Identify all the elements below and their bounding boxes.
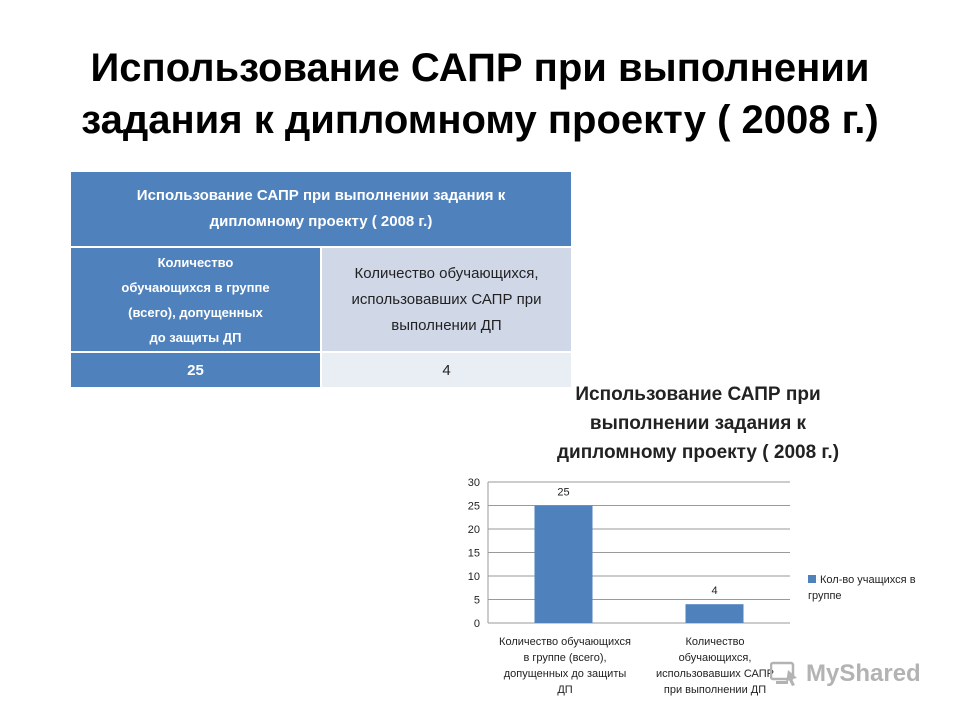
legend-label-line2: группе xyxy=(808,590,842,602)
y-tick-label: 0 xyxy=(473,618,480,630)
table-cell-total: 25 xyxy=(71,352,321,387)
table-cell-used: 4 xyxy=(321,352,571,387)
category-label-line: ДП xyxy=(557,684,573,696)
chart-title-line: Использование САПР при xyxy=(575,384,821,405)
table-caption-line2: дипломному проекту ( 2008 г.) xyxy=(209,213,433,230)
y-tick-label: 25 xyxy=(467,500,480,513)
category-label-line: в группе (всего), xyxy=(523,652,607,664)
category-label-line: при выполнении ДП xyxy=(663,684,767,696)
header-right-line: использовавших САПР при xyxy=(351,290,542,308)
chart-legend xyxy=(808,572,928,604)
y-tick-label: 20 xyxy=(467,524,480,536)
header-right-line: Количество обучающихся, xyxy=(354,264,539,282)
legend-label-line1: Кол-во учащихся в xyxy=(820,574,916,586)
category-label-2 xyxy=(640,634,790,698)
slide-title-line1: Использование САПР при выполнении xyxy=(90,46,870,90)
watermark xyxy=(770,656,921,692)
data-label: 25 xyxy=(557,486,570,499)
bar xyxy=(686,604,744,623)
header-right-line: выполнении ДП xyxy=(391,316,502,334)
y-tick-label: 5 xyxy=(473,594,480,607)
y-tick-label: 10 xyxy=(467,571,480,583)
legend-swatch xyxy=(808,575,816,583)
category-label-line: Количество обучающихся xyxy=(499,636,631,648)
category-label-line: обучающихся, xyxy=(678,652,752,664)
chart-title-line: дипломному проекту ( 2008 г.) xyxy=(556,442,840,463)
header-left-line: (всего), допущенных xyxy=(128,304,263,320)
watermark-text: MyShared xyxy=(806,660,921,687)
header-left-line: до защиты ДП xyxy=(149,329,242,345)
category-label-line: Количество xyxy=(685,636,745,648)
y-tick-label: 15 xyxy=(467,547,480,560)
slide-title-line2: задания к дипломному проекту ( 2008 г.) xyxy=(81,98,879,142)
header-left-line: Количество xyxy=(157,254,234,270)
header-left-line: обучающихся в группе xyxy=(121,279,270,295)
table-caption-line1: Использование САПР при выполнении задания к xyxy=(136,187,506,204)
mouse-icon xyxy=(770,660,800,688)
category-label-line: допущенных до защиты xyxy=(503,668,627,680)
category-label-line: использовавших САПР xyxy=(655,668,775,680)
y-tick-label: 30 xyxy=(467,477,480,489)
chart-title-line: выполнении задания к xyxy=(589,413,807,434)
category-label-1 xyxy=(490,634,640,698)
data-label: 4 xyxy=(711,585,718,598)
bar xyxy=(535,506,593,624)
